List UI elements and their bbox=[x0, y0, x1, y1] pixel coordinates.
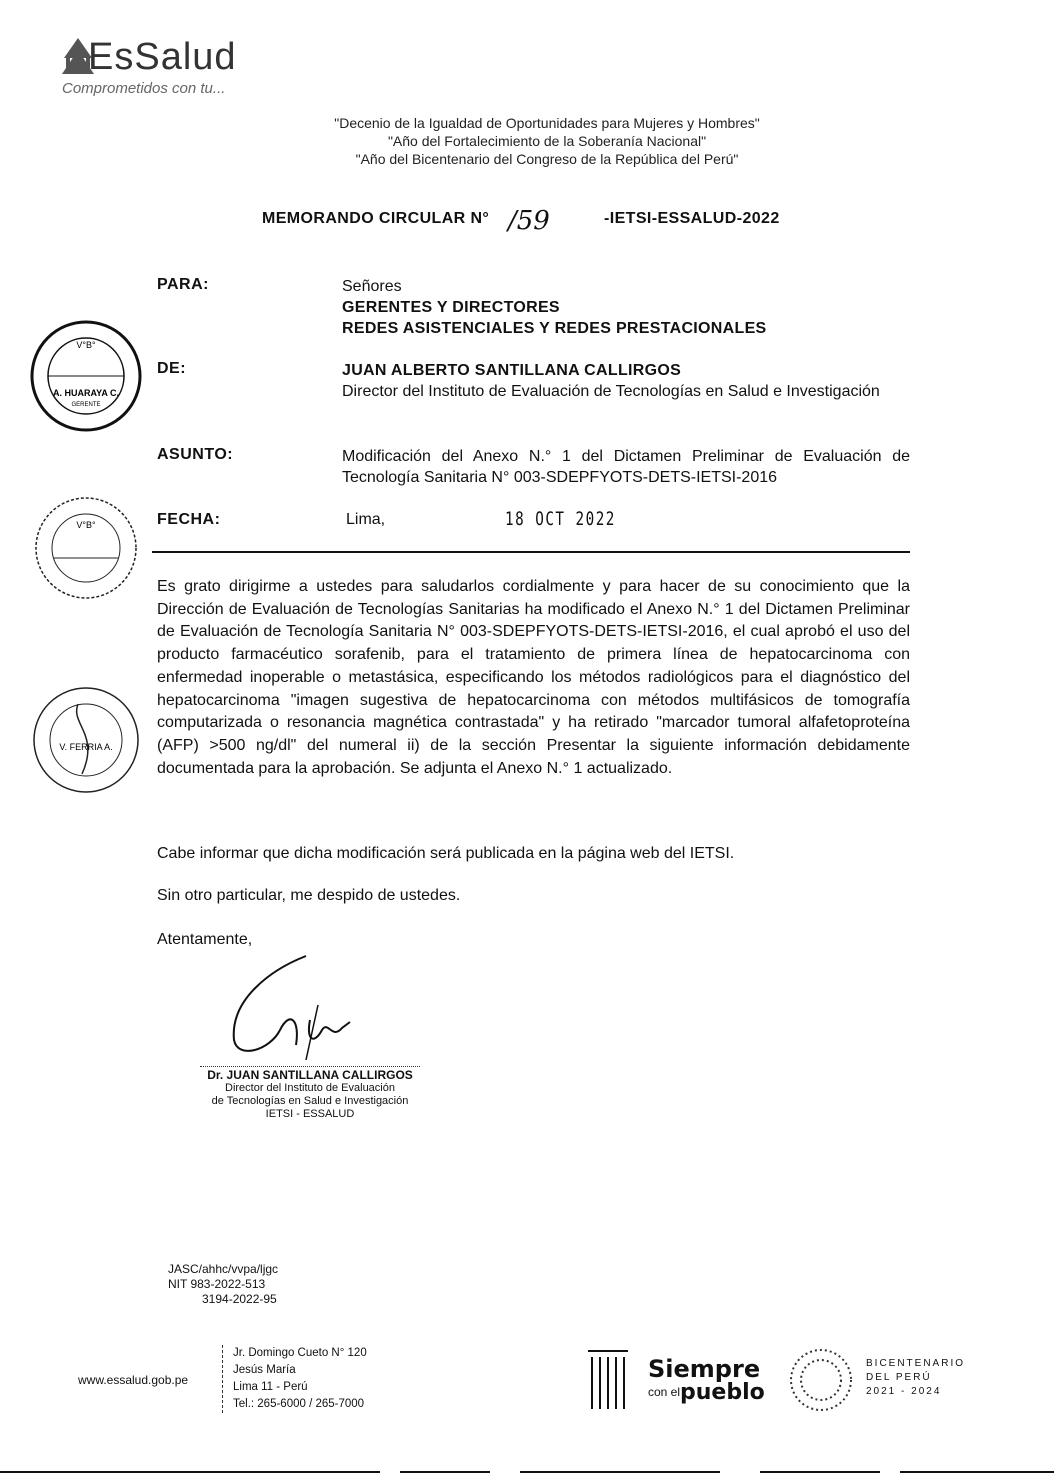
de-name: JUAN ALBERTO SANTILLANA CALLIRGOS bbox=[342, 362, 682, 379]
handwritten-signature bbox=[210, 950, 430, 1080]
stamp1-sub: GERENTE bbox=[71, 402, 101, 408]
signature-block bbox=[200, 1066, 420, 1121]
pueblo-text: pueblo bbox=[680, 1380, 765, 1405]
header-divider bbox=[152, 551, 910, 553]
decenio-line-3: "Año del Bicentenario del Congreso de la República del Perú" bbox=[355, 151, 739, 167]
signer-title-1: Director del Instituto de Evaluación bbox=[225, 1082, 395, 1094]
approval-stamp-3 bbox=[30, 684, 142, 796]
bicentenario-logo bbox=[786, 1345, 976, 1415]
para-line-3: REDES ASISTENCIALES Y REDES PRESTACIONALES bbox=[342, 320, 767, 337]
de-label: DE: bbox=[157, 360, 187, 377]
memo-number: /59 bbox=[508, 206, 550, 236]
logo-subtext: Comprometidos con tu... bbox=[62, 80, 226, 97]
footer-address bbox=[222, 1345, 367, 1413]
signer-title-3: IETSI - ESSALUD bbox=[265, 1108, 355, 1120]
address-line-2: Jesús María bbox=[233, 1364, 296, 1376]
fecha-date-stamp: 18 OCT 2022 bbox=[505, 508, 616, 530]
reference-nit-2: 3194-2022-95 bbox=[202, 1292, 277, 1306]
approval-stamp-1 bbox=[28, 318, 144, 434]
signer-name: Dr. JUAN SANTILLANA CALLIRGOS bbox=[200, 1066, 420, 1082]
bicentenario-line-3: 2021 - 2024 bbox=[866, 1386, 942, 1397]
column-emblem-icon bbox=[578, 1345, 638, 1415]
asunto-label: ASUNTO: bbox=[157, 446, 234, 463]
asunto-value: Modificación del Anexo N.° 1 del Dictamen Preliminar de Evaluación de Tecnología Sanitaria N° 003-SDEPFYOTS-DETS-IETSI-2016 bbox=[342, 448, 910, 486]
svg-text:V°B°: V°B° bbox=[76, 340, 96, 350]
bicentenario-line-2: DEL PERÚ bbox=[866, 1372, 932, 1383]
para-line-1: Señores bbox=[342, 278, 402, 295]
de-role: Director del Instituto de Evaluación de Tecnologías en Salud e Investigación bbox=[342, 383, 880, 400]
decenio-line-2: "Año del Fortalecimiento de la Soberanía Nacional" bbox=[387, 133, 707, 149]
fecha-place: Lima, bbox=[346, 511, 386, 528]
address-line-3: Lima 11 - Perú bbox=[233, 1381, 308, 1393]
body-paragraph-2: Cabe informar que dicha modificación será publicada en la página web del IETSI. bbox=[157, 845, 735, 862]
logo-text: EsSalud bbox=[88, 36, 237, 78]
bicentenario-line-1: BICENTENARIO bbox=[866, 1358, 966, 1369]
reference-nit: NIT 983-2022-513 bbox=[168, 1277, 266, 1291]
memo-suffix: -IETSI-ESSALUD-2022 bbox=[604, 210, 780, 227]
reference-block bbox=[168, 1262, 278, 1307]
bicentenario-text bbox=[866, 1357, 965, 1399]
siempre-text: Siempre bbox=[648, 1355, 761, 1383]
body-paragraph-1: Es grato dirigirme a ustedes para saludarlos cordialmente y para hacer de su conocimiento que la Dirección de Evaluación de Tecnologías Sanitarias ha modificado el Anexo N.° 1 del Dictamen Preliminar de Evaluación de Tecnología Sanitaria N° 003-SDEPFYOTS-DETS-IETSI-2016, el cual aprobó el uso del producto farmacéutico sorafenib, para el tratamiento de primera línea de hepatocarcinoma con enfermedad inoperable o metastásica, especificando los métodos radiológicos para el diagnóstico del hepatocarcinoma "imagen sugestiva de hepatocarcinoma con métodos multifásicos de tomografía computarizada o resonancia magnética contrastada" y ha retirado "marcador tumoral alfafetoproteína (AFP) >500 ng/dl" del numeral ii) de la sección Presentar la siguiente información debidamente documentada para la aprobación. Se adjunta el Anexo N.° 1 actualizado. bbox=[157, 578, 910, 777]
de-value bbox=[342, 360, 910, 402]
signer-title-2: de Tecnologías en Salud e Investigación bbox=[211, 1095, 409, 1107]
closing-text: Atentamente, bbox=[157, 931, 253, 948]
bottom-border bbox=[0, 1471, 1054, 1473]
decenio-header bbox=[0, 114, 1054, 168]
address-line-1: Jr. Domingo Cueto N° 120 bbox=[233, 1347, 367, 1359]
siempre-con-el-pueblo-logo bbox=[578, 1345, 768, 1415]
body-paragraph-3: Sin otro particular, me despido de ustedes. bbox=[157, 887, 461, 904]
para-value bbox=[342, 276, 910, 339]
reference-initials: JASC/ahhc/vvpa/ljgc bbox=[168, 1262, 279, 1276]
stamp3-text: V. FERRIA A. bbox=[59, 742, 113, 752]
para-label: PARA: bbox=[157, 276, 209, 293]
address-line-4: Tel.: 265-6000 / 265-7000 bbox=[233, 1398, 365, 1410]
fecha-label: FECHA: bbox=[157, 511, 221, 528]
con-el-text: con el bbox=[648, 1385, 681, 1399]
bicentenario-sun-icon bbox=[786, 1345, 856, 1415]
stamp2-text: V°B° bbox=[76, 520, 96, 530]
memo-title: MEMORANDO CIRCULAR N° bbox=[262, 210, 490, 227]
stamp1-name: A. HUARAYA C. bbox=[52, 388, 120, 398]
essalud-logo bbox=[58, 30, 288, 100]
decenio-line-1: "Decenio de la Igualdad de Oportunidades para Mujeres y Hombres" bbox=[334, 115, 760, 131]
approval-stamp-2 bbox=[32, 494, 140, 602]
para-line-2: GERENTES Y DIRECTORES bbox=[342, 299, 560, 316]
footer-website[interactable]: www.essalud.gob.pe bbox=[78, 1373, 189, 1387]
